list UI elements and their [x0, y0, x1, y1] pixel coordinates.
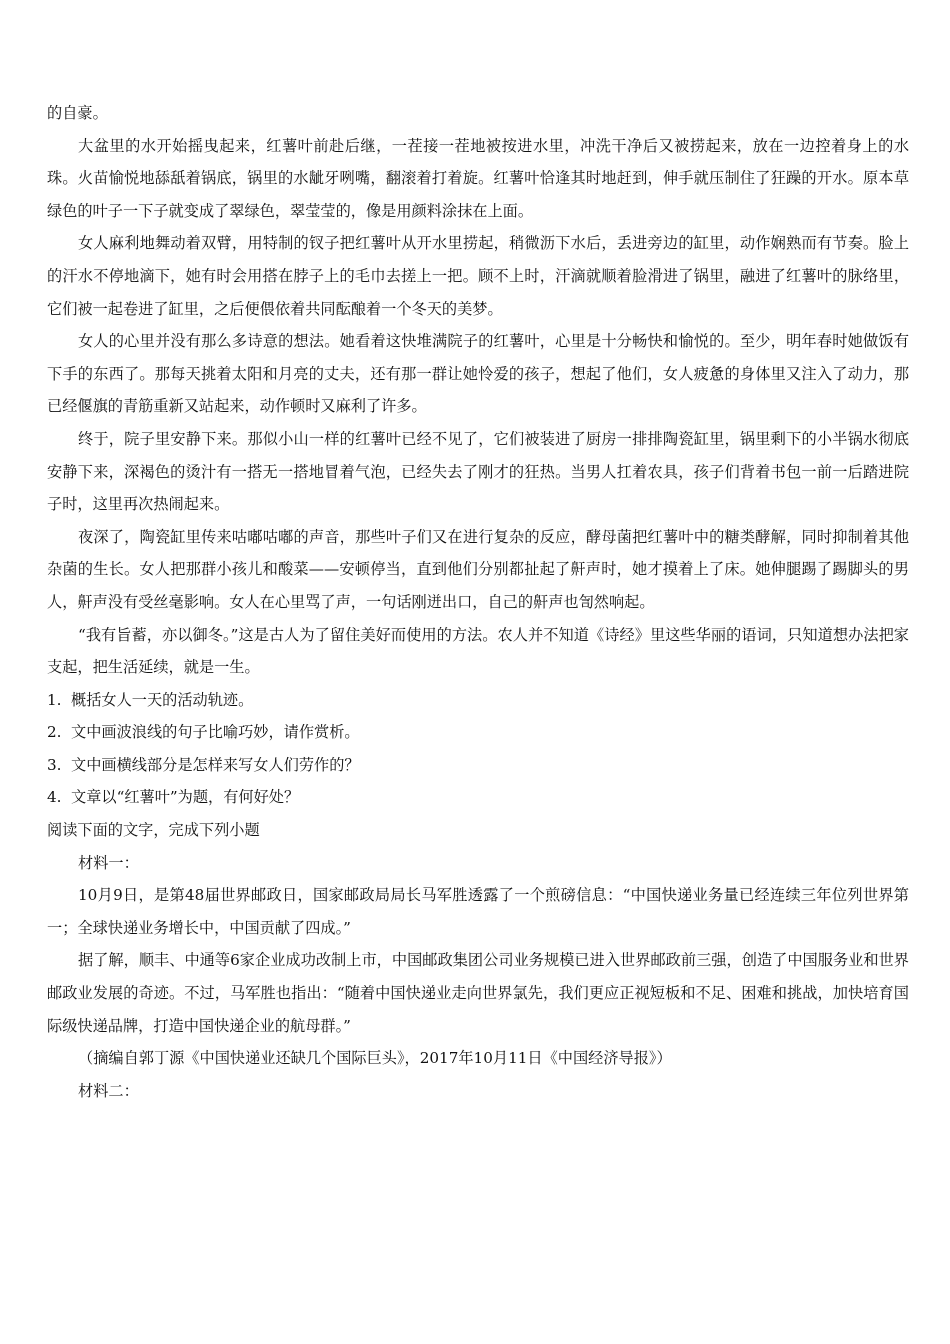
article-paragraph: “我有旨蓄，亦以御冬。”这是古人为了留住美好而使用的方法。农人并不知道《诗经》里这些华丽的语词，只知道想办法把家支起，把生活延续，就是一生。: [47, 625, 909, 677]
material-paragraph: 据了解，顺丰、中通等6家企业成功改制上市，中国邮政集团公司业务规模已进入世界邮政前三强，创造了中国服务业和世界邮政业发展的奇迹。不过，马军胜也指出：“随着中国快递业走向世界氯先，我们更应正视短板和不足、困难和挑战，加快培育国际级快递品牌，打造中国快递企业的航母群。”: [47, 951, 909, 1035]
question-text: 文章以“红薯叶”为题，有何好处？: [71, 788, 300, 807]
article-paragraph: 大盆里的水开始摇曳起来，红薯叶前赴后继，一茬接一茬地被按进水里，冲洗干净后又被捞起来，放在一边控着身上的水珠。火苗愉悦地舔舐着锅底，锅里的水龇牙咧嘴，翻滚着打着旋。红薯叶恰逢其时地赶到，伸手就压制住了狂躁的开水。原本草绿色的叶子一下子就变成了翠绿色，翠莹莹的，像是用颜料涂抹在上面。: [47, 136, 909, 220]
material-label: 材料一：: [78, 853, 139, 872]
material-label: 材料二：: [78, 1081, 139, 1100]
question-item: [47, 781, 909, 814]
document-page: [47, 97, 909, 1107]
question-item: [47, 684, 909, 717]
question-item: [47, 716, 909, 749]
question-number: 1.: [47, 690, 62, 709]
material-source: （摘编自郭丁源《中国快递业还缺几个国际巨头》，2017年10月11日《中国经济导报》）: [78, 1049, 672, 1068]
question-text: 概括女人一天的活动轨迹。: [71, 690, 254, 709]
article-paragraph: 终于，院子里安静下来。那似小山一样的红薯叶已经不见了，它们被装进了厨房一排排陶瓷缸里，锅里剩下的小半锅水彻底安静下来，深褐色的烫汁有一搭无一搭地冒着气泡，已经失去了刚才的狂热。当男人扛着农具，孩子们背着书包一前一后踏进院子时，这里再次热闹起来。: [47, 429, 909, 514]
article-paragraph: 女人麻利地舞动着双臂，用特制的钗子把红薯叶从开水里捞起，稍微沥下水后，丢进旁边的缸里，动作娴熟而有节奏。脸上的汗水不停地滴下，她有时会用搭在脖子上的毛巾去搓上一把。顾不上时，汗滴就顺着脸滑进了锅里，融进了红薯叶的脉络里，它们被一起卷进了缸里，之后便偎依着共同酝酿着一个冬天的美梦。: [47, 234, 909, 318]
question-number: 2.: [47, 723, 62, 742]
question-number: 3.: [47, 755, 62, 774]
section-instruction: 阅读下面的文字，完成下列小题: [47, 821, 260, 840]
question-text: 文中画波浪线的句子比喻巧妙，请作赏析。: [71, 723, 360, 742]
question-item: [47, 749, 909, 782]
article-paragraph: 女人的心里并没有那么多诗意的想法。她看着这快堆满院子的红薯叶，心里是十分畅快和愉悦的。至少，明年春时她做饭有下手的东西了。那每天挑着太阳和月亮的丈夫，还有那一群让她怜爱的孩子，想起了他们，女人疲惫的身体里又注入了动力，那已经偃旗的青筋重新又站起来，动作顿时又麻利了许多。: [47, 332, 909, 416]
article-paragraph: 的自豪。: [47, 104, 108, 122]
material-paragraph: 10月9日，是第48届世界邮政日，国家邮政局局长马军胜透露了一个煎磅信息：“中国快递业务量已经连续三年位列世界第一；全球快递业务增长中，中国贡献了四成。”: [47, 886, 909, 937]
article-paragraph: 夜深了，陶瓷缸里传来咕嘟咕嘟的声音，那些叶子们又在进行复杂的反应，酵母菌把红薯叶中的糖类酵解，同时抑制着其他杂菌的生长。女人把那群小孩儿和酸菜——安顿停当，直到他们分别都扯起了鼾声时，她才摸着上了床。她伸腿踢了踢脚头的男人，鼾声没有受丝毫影响。女人在心里骂了声，一句话刚迸出口，自己的鼾声也訇然响起。: [47, 527, 909, 611]
question-number: 4.: [47, 788, 62, 807]
question-text: 文中画横线部分是怎样来写女人们劳作的？: [71, 755, 360, 774]
